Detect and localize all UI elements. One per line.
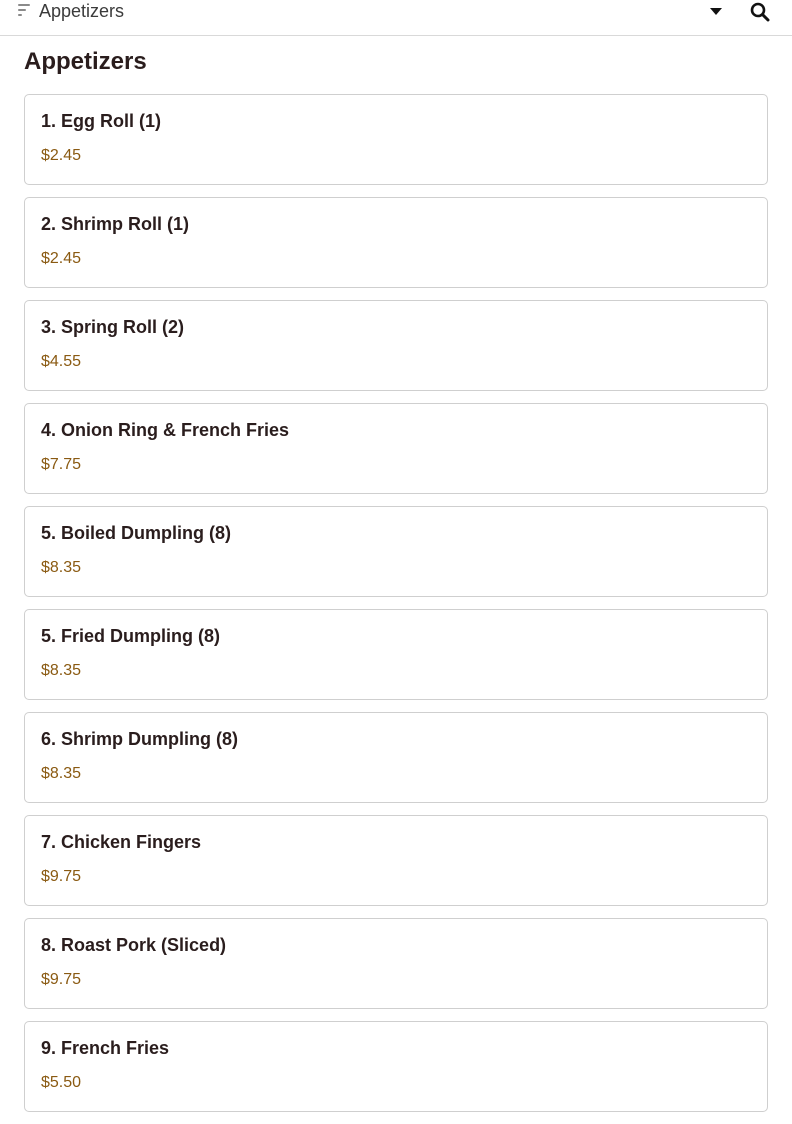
menu-item-list (24, 94, 768, 1124)
menu-item-price: $4.55 (41, 353, 82, 370)
sort-icon (18, 4, 32, 18)
menu-item-card[interactable] (24, 918, 768, 1009)
category-bar (0, 0, 792, 36)
search-icon (748, 1, 772, 23)
section-title: Appetizers (24, 48, 147, 75)
menu-item-name: 2. Shrimp Roll (1) (41, 214, 190, 234)
menu-item-name: 3. Spring Roll (2) (41, 317, 185, 337)
search-button[interactable] (748, 1, 772, 23)
menu-item-name: 4. Onion Ring & French Fries (41, 420, 290, 440)
menu-item-name: 8. Roast Pork (Sliced) (41, 935, 227, 955)
menu-item-name: 9. French Fries (41, 1038, 170, 1058)
category-selector-label[interactable]: Appetizers (39, 1, 125, 21)
menu-item-price: $2.45 (41, 250, 82, 267)
menu-item-price: $9.75 (41, 971, 82, 988)
menu-item-name: 5. Fried Dumpling (8) (41, 626, 221, 646)
menu-item-name: 1. Egg Roll (1) (41, 111, 162, 131)
menu-item-card[interactable] (24, 1021, 768, 1112)
caret-down-icon (706, 4, 726, 20)
menu-item-price: $9.75 (41, 868, 82, 885)
menu-item-card[interactable] (24, 712, 768, 803)
menu-item-card[interactable] (24, 300, 768, 391)
menu-item-price: $8.35 (41, 765, 82, 782)
menu-item-price: $5.50 (41, 1074, 82, 1091)
menu-item-name: 7. Chicken Fingers (41, 832, 202, 852)
menu-item-price: $8.35 (41, 559, 82, 576)
menu-item-price: $2.45 (41, 147, 82, 164)
menu-item-name: 6. Shrimp Dumpling (8) (41, 729, 239, 749)
menu-item-card[interactable] (24, 506, 768, 597)
menu-item-card[interactable] (24, 197, 768, 288)
category-dropdown-toggle[interactable] (706, 4, 726, 20)
menu-item-card[interactable] (24, 609, 768, 700)
menu-item-card[interactable] (24, 403, 768, 494)
menu-item-name: 5. Boiled Dumpling (8) (41, 523, 232, 543)
menu-item-card[interactable] (24, 94, 768, 185)
menu-item-price: $8.35 (41, 662, 82, 679)
menu-item-price: $7.75 (41, 456, 82, 473)
menu-item-card[interactable] (24, 815, 768, 906)
